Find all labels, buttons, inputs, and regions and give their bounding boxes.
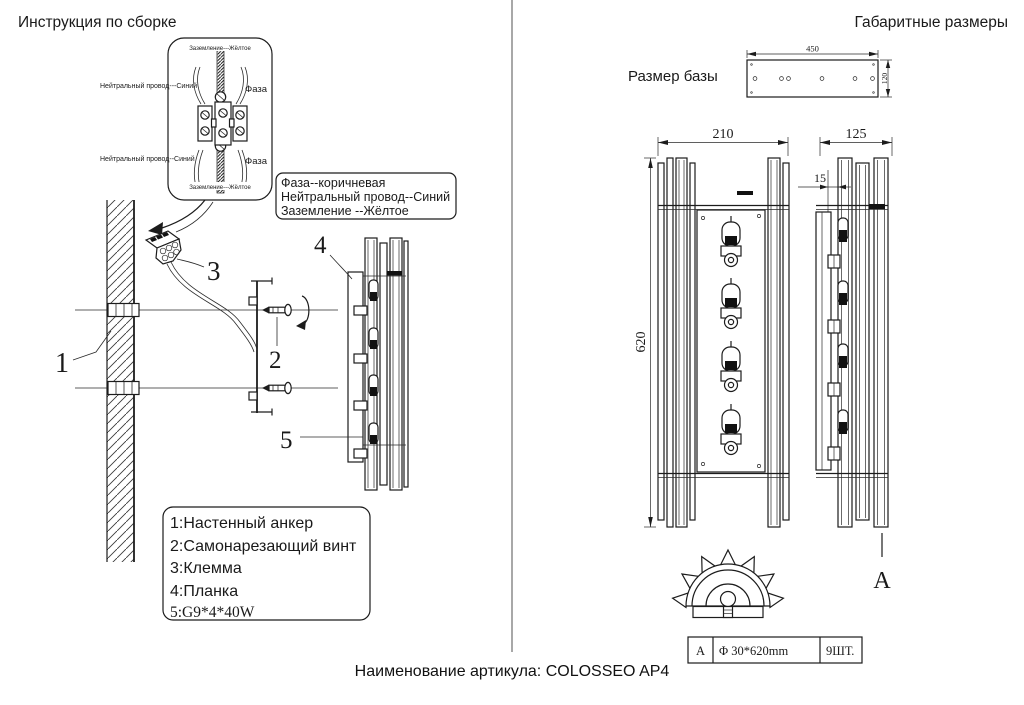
section-label: A	[873, 568, 891, 594]
dim-side-width: 125	[845, 127, 867, 142]
dim-front-width: 210	[712, 127, 734, 142]
parts-list-item: 5:G9*4*40W	[170, 604, 255, 621]
neutral-bottom-label: Нейтральный провод--Синий	[100, 156, 195, 163]
wall-anchor-top	[108, 304, 139, 317]
dimension-drawing	[512, 0, 1024, 705]
luminaire-assembly	[348, 238, 408, 490]
lamp-g9-profile	[838, 410, 848, 434]
callout-3: 3	[207, 256, 221, 286]
callout-1: 1	[55, 348, 69, 379]
screw-bottom	[262, 382, 291, 393]
neutral-top-label: Нейтральный провод---Синий	[100, 83, 198, 90]
base-size-label: Размер базы	[628, 68, 718, 85]
mounting-plate	[348, 272, 363, 462]
lamp-g9-profile	[838, 218, 848, 242]
dim-base-width: 450	[806, 43, 819, 54]
balloon-arrow	[148, 200, 213, 235]
parts-list-item: 3:Клемма	[170, 560, 242, 577]
terminal-block-icon	[198, 102, 247, 145]
spec-item-cell: A	[695, 644, 706, 658]
parts-list-item: 2:Самонарезающий винт	[170, 538, 357, 555]
callout-2: 2	[269, 347, 282, 374]
callout-4: 4	[314, 232, 327, 259]
screw-top	[262, 304, 291, 315]
dim-base-depth: 120	[880, 72, 889, 85]
base-plate-view	[747, 44, 892, 98]
side-view	[798, 127, 892, 594]
parts-list-item: 4:Планка	[170, 583, 239, 600]
ground-bottom-label: Заземление---Жёлтое	[189, 185, 251, 191]
lamp-g9-profile	[838, 281, 848, 305]
phase-bottom-label: Фаза	[245, 156, 268, 167]
legend-ground: Заземление --Жёлтое	[281, 204, 409, 218]
spec-table	[688, 637, 862, 663]
callout-5: 5	[280, 427, 293, 454]
front-view	[634, 127, 789, 527]
lamp-g9-profile	[838, 344, 848, 368]
dim-front-height: 620	[634, 331, 649, 353]
wall-anchor-bottom	[108, 382, 139, 395]
legend-neutral: Нейтральный провод--Синий	[281, 190, 451, 204]
ground-top-label: Заземление---Жёлтое	[189, 46, 251, 52]
right-panel-title: Габаритные размеры	[854, 14, 1008, 31]
phase-top-label: Фаза	[245, 84, 268, 95]
left-panel-title: Инструкция по сборке	[18, 14, 177, 31]
section-view	[673, 550, 784, 618]
legend-phase: Фаза--коричневая	[281, 176, 386, 190]
parts-list-item: 1:Настенный анкер	[170, 515, 314, 532]
spec-qty-cell: 9ШТ.	[826, 644, 855, 658]
connector	[146, 231, 181, 264]
parts-list	[163, 507, 370, 621]
rotation-arrow-icon	[296, 296, 309, 330]
spec-size-cell: Φ 30*620mm	[719, 644, 789, 658]
wire-color-legend	[276, 173, 456, 219]
article-name: Наименование артикула: COLOSSEO AP4	[354, 663, 670, 680]
dim-side-offset: 15	[814, 171, 826, 185]
